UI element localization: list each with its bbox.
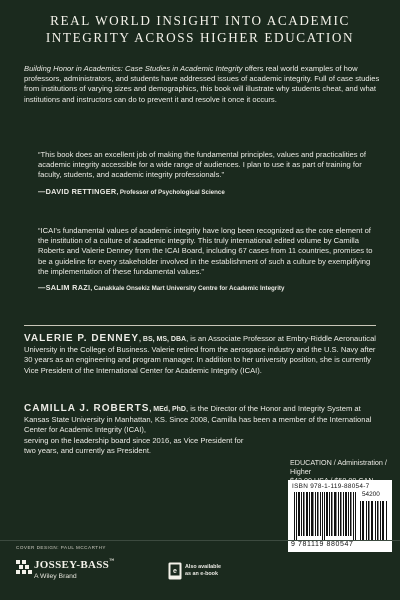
author-name: CAMILLA J. ROBERTS [24, 403, 150, 414]
author-credentials: , BS, MS, DBA [139, 336, 187, 343]
subject-category: EDUCATION / Administration / Higher [290, 458, 387, 476]
headline-line-2: INTEGRITY ACROSS HIGHER EDUCATION [45, 30, 355, 45]
author-bio [24, 334, 380, 376]
footer-divider [0, 540, 400, 541]
intro-paragraph [24, 64, 380, 105]
quote-role: , Professor of Psychological Science [116, 188, 225, 196]
author-name: VALERIE P. DENNEY [24, 333, 139, 344]
publisher-tagline: A Wiley Brand [34, 573, 77, 580]
author-bio-first-lines [24, 404, 380, 436]
endorsement-quote [38, 150, 378, 198]
quote-attribution [38, 283, 378, 294]
cover-design-credit: COVER DESIGN: PAUL MCCARTHY [16, 545, 106, 550]
author-bio-text-continued: serving on the leadership board since 2016, as Vice President for two years, and currently as President. [24, 435, 244, 455]
quote-author: —DAVID RETTINGER [38, 186, 117, 196]
book-title: Building Honor in Academics: Case Studies in Academic Integrity [24, 64, 243, 73]
headline-line-1: REAL WORLD INSIGHT INTO ACADEMIC [50, 13, 350, 28]
author-bio [24, 403, 372, 456]
isbn-label: ISBN 978-1-119-88054-7 [292, 483, 370, 490]
ebook-text: Also available as an e-book [185, 564, 221, 577]
quote-text: “ICAI’s fundamental values of academic integrity have long been recognized as the core element of the institution of a culture of academic integrity. This truly international edited volume by Camilla Roberts and Valerie Denney from the ICAI Board, including 67 cases from 11 countries, promises to be a guideline for every stakeholder involved in the establishment of such a culture by exemplifying the implementation of these fundamental values.” [38, 226, 373, 276]
quote-text: “This book does an excellent job of making the fundamental principles, values and practicalities of academic integrity accessible for a wide range of audiences. I plan to use it as part of training for faculty, students, and academic integrity professionals.” [38, 150, 366, 180]
publisher-name: JOSSEY-BASS™ [34, 559, 115, 571]
quote-role: , Canakkale Onsekiz Mart University Centre for Academic Integrity [90, 285, 285, 293]
author-credentials: , MEd, PhD [149, 406, 186, 413]
endorsement-quote [38, 226, 378, 294]
headline [0, 12, 400, 46]
barcode-bars [294, 492, 356, 540]
jossey-bass-logo-icon [16, 560, 32, 574]
ebook-icon [168, 562, 182, 580]
svg-text:e: e [173, 568, 177, 575]
quote-attribution [38, 187, 378, 198]
isbn-addon: 54200 [362, 491, 380, 498]
isbn-barcode [288, 480, 392, 552]
barcode-addon-bars [360, 492, 388, 540]
isbn-digits: 9 781119 880547 [291, 541, 354, 548]
publisher-logo [16, 558, 126, 588]
ebook-notice [168, 562, 238, 582]
author-bio-text: , is the Director of the Honor and Integrity System at Kansas State University in Manhattan, KS. Since 2008, Camilla has been a member of the International Center for Academic Integrity (ICAI), [24, 404, 372, 435]
author-bio-text: , is an Associate Professor at Embry-Riddle Aeronautical University in the College of Business. Valerie retired from the aerospace industry and the U.S. Navy after 30 years as an engineering and program manager. In addition to her university position, she is currently Vice President of the International Center for Academic Integrity (ICAI). [24, 334, 376, 375]
divider [24, 325, 376, 326]
intro-text: offers real world examples of how professors, administrators, and students have addressed issues of academic integrity. Full of case studies from institutions of varying sizes and demographics, this book will illustrate why students cheat, and what institutions and instructors can do to prevent it and resolve it once it occurs. [24, 64, 380, 104]
quote-author: —SALIM RAZI [38, 283, 91, 293]
